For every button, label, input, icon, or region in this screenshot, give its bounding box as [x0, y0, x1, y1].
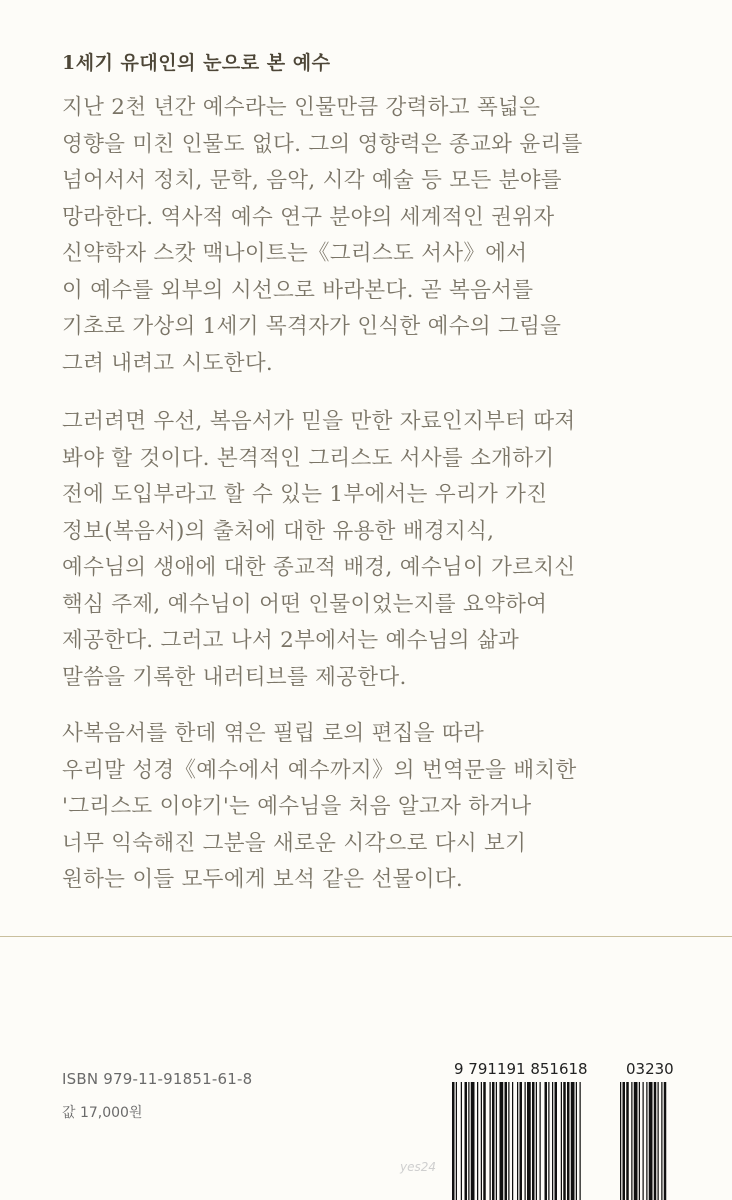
barcode-bar — [580, 1082, 581, 1200]
barcode-main-digits: 9 791191 851618 — [454, 1060, 588, 1078]
barcode-bar — [477, 1082, 478, 1200]
text-line: 말씀을 기록한 내러티브를 제공한다. — [62, 664, 407, 690]
barcode-bar — [492, 1082, 495, 1200]
price-text: 값 17,000원 — [62, 1105, 143, 1121]
barcode-bar — [576, 1082, 577, 1200]
barcode-bar — [512, 1082, 513, 1200]
text-line: 핵심 주제, 예수님이 어떤 인물이었는지를 요약하여 — [62, 591, 548, 617]
text-line: 정보(복음서)의 출처에 대한 유용한 배경지식, — [62, 518, 495, 544]
barcode-addon-digits: 03230 — [626, 1060, 674, 1078]
text-line: 넘어서서 정치, 문학, 음악, 시각 예술 등 모든 분야를 — [62, 168, 562, 193]
barcode-bar — [471, 1082, 475, 1200]
barcode-bar — [452, 1082, 455, 1200]
text-line: 봐야 할 것이다. 본격적인 그리스도 서사를 소개하기 — [62, 445, 555, 471]
barcode-bar — [525, 1082, 526, 1200]
barcode-bar — [461, 1082, 462, 1200]
text-line: 이 예수를 외부의 시선으로 바라본다. 곧 복음서를 — [62, 277, 534, 303]
barcode-bar — [496, 1082, 497, 1200]
section-divider — [0, 936, 732, 937]
barcode-bar — [664, 1082, 667, 1200]
barcode-bars — [450, 1082, 682, 1200]
barcode-bar — [536, 1082, 537, 1200]
text-line: 그러려면 우선, 복음서가 믿을 만한 자료인지부터 따져 — [62, 409, 576, 434]
barcode-bar — [646, 1082, 647, 1200]
text-line: 그려 내려고 시도한다. — [62, 350, 274, 376]
paragraph-3 — [62, 716, 682, 899]
barcode-bar — [490, 1082, 491, 1200]
text-line: 지난 2천 년간 예수라는 인물만큼 강력하고 폭넓은 — [62, 95, 541, 120]
barcode-bar — [548, 1082, 549, 1200]
barcode-bar — [517, 1082, 518, 1200]
paragraph-2 — [62, 404, 682, 696]
barcode-bar — [634, 1082, 638, 1200]
barcode-bar — [456, 1082, 457, 1200]
barcode-bar — [555, 1082, 558, 1200]
barcode-bar — [561, 1082, 562, 1200]
barcode-bar — [623, 1082, 626, 1200]
back-cover-heading: 1세기 유대인의 눈으로 본 예수 — [62, 52, 331, 74]
barcode-bar — [500, 1082, 504, 1200]
barcode-bar — [563, 1082, 566, 1200]
text-line: 사복음서를 한데 엮은 필립 로의 편집을 따라 — [62, 721, 485, 746]
barcode-bar — [661, 1082, 662, 1200]
text-line: 전에 도입부라고 할 수 있는 1부에서는 우리가 가진 — [62, 482, 548, 507]
text-line: 기초로 가상의 1세기 목격자가 인식한 예수의 그림을 — [62, 314, 562, 339]
text-line: 제공한다. 그러고 나서 2부에서는 예수님의 삶과 — [62, 628, 520, 653]
barcode-bar — [643, 1082, 644, 1200]
watermark-text: yes24 — [400, 1160, 437, 1174]
text-line: 예수님의 생애에 대한 종교적 배경, 예수님이 가르치신 — [62, 555, 576, 580]
text-line: 원하는 이들 모두에게 보석 같은 선물이다. — [62, 867, 463, 892]
barcode-bar — [540, 1082, 541, 1200]
text-line: 신약학자 스캇 맥나이트는《그리스도 서사》에서 — [62, 241, 528, 266]
barcode-bar — [532, 1082, 535, 1200]
text-line: 우리말 성경《예수에서 예수까지》의 번역문을 배치한 — [62, 757, 577, 783]
text-line: 너무 익숙해진 그분을 새로운 시각으로 다시 보기 — [62, 830, 527, 856]
isbn-barcode — [450, 1060, 682, 1200]
text-line: '그리스도 이야기'는 예수님을 처음 알고자 하거나 — [62, 794, 532, 819]
barcode-bar — [468, 1082, 469, 1200]
barcode-bar — [567, 1082, 570, 1200]
barcode-bar — [465, 1082, 468, 1200]
barcode-bar — [639, 1082, 640, 1200]
barcode-bar — [527, 1082, 531, 1200]
barcode-bar — [520, 1082, 523, 1200]
barcode-bar — [545, 1082, 548, 1200]
paragraph-1 — [62, 90, 682, 382]
barcode-bar — [658, 1082, 659, 1200]
barcode-bar — [505, 1082, 508, 1200]
barcode-bar — [626, 1082, 629, 1200]
barcode-bar — [481, 1082, 482, 1200]
barcode-bar — [620, 1082, 621, 1200]
barcode-bar — [649, 1082, 653, 1200]
barcode-bar — [552, 1082, 553, 1200]
barcode-bar — [571, 1082, 575, 1200]
barcode-bar — [483, 1082, 486, 1200]
barcode-bar — [631, 1082, 632, 1200]
barcode-bar — [508, 1082, 509, 1200]
isbn-text: ISBN 979-11-91851-61-8 — [62, 1070, 253, 1088]
text-line: 영향을 미친 인물도 없다. 그의 영향력은 종교와 윤리를 — [62, 131, 583, 157]
barcode-bar — [654, 1082, 657, 1200]
text-line: 망라한다. 역사적 예수 연구 분야의 세계적인 권위자 — [62, 204, 555, 230]
